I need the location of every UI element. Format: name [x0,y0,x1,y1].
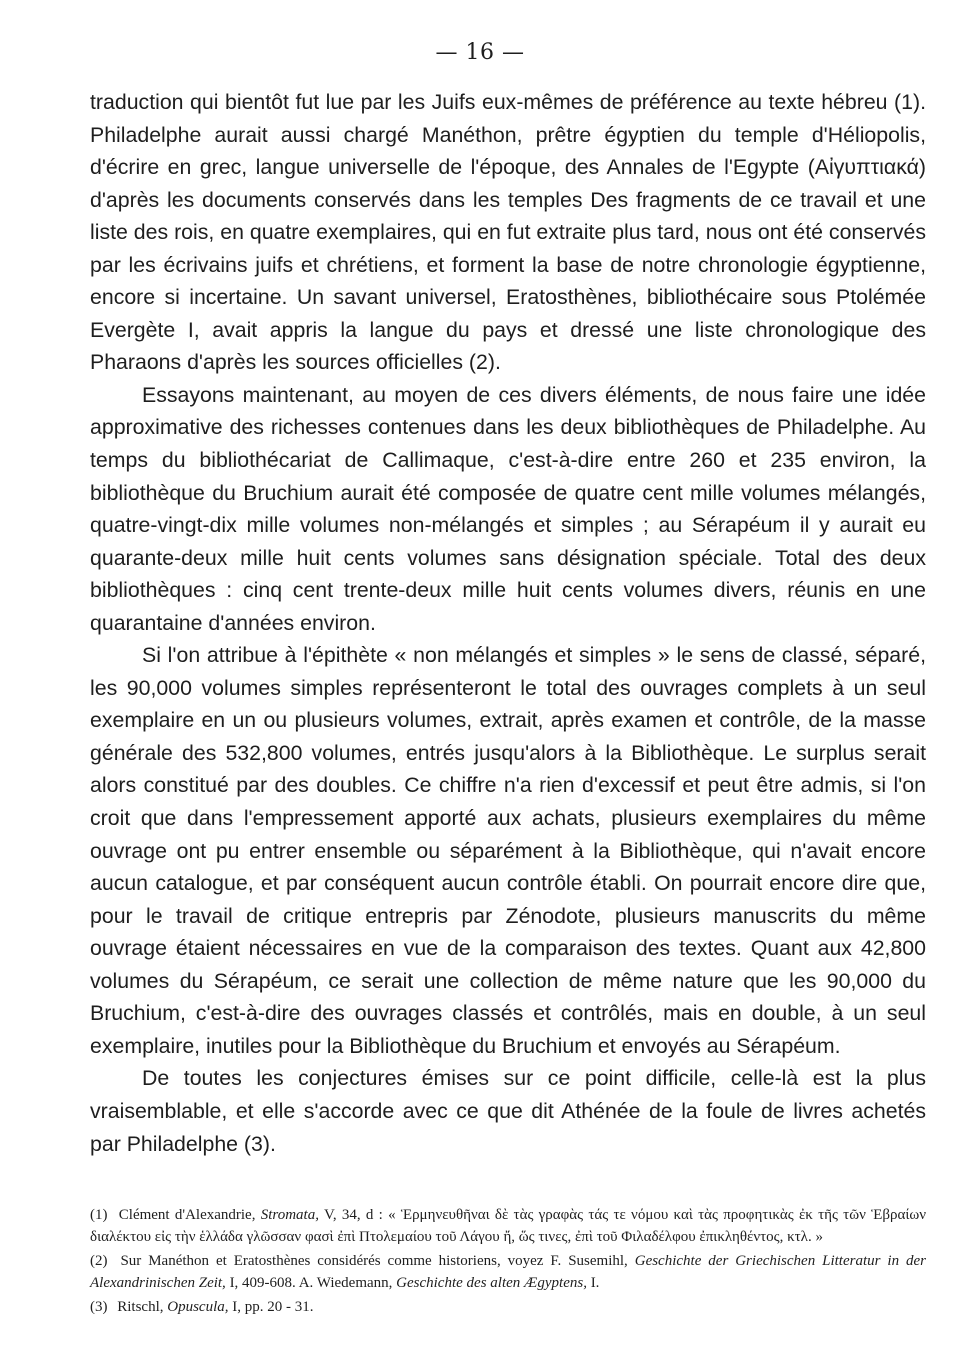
paragraph: Si l'on attribue à l'épithète « non mélangés et simples » le sens de classé, séparé, les 90,000 volumes simples représenteront le total des ouvrages complets à un seul exemplaire en un ou plusieurs volumes, extrait, après examen et contrôle, de la masse générale des 532,800 volumes, entrés jusqu'alors à la Bibliothèque. Le surplus serait alors constitué par des doubles. Ce chiffre n'a rien d'excessif et peut être admis, si l'on croit que dans l'empressement apporté aux achats, plusieurs exemplaires du même ouvrage ont pu entrer ensemble ou séparément à la Bibliothèque, qui n'avait encore aucun catalogue, et par conséquent aucun contrôle établi. On pourrait encore dire que, pour le travail de critique entrepris par Zénodote, plusieurs manuscrits du même ouvrage étaient nécessaires en vue de la comparaison des textes. Quant aux 42,800 volumes du Sérapéum, ce serait une collection de même nature que les 90,000 du Bruchium, c'est-à-dire des ouvrages classés et contrôlés, mais en double, à un seul exemplaire, inutiles pour la Bibliothèque du Bruchium et envoyés au Sérapéum. [90,643,926,1058]
footnote-text: V, 34, d : « Ἑρμηνευθῆναι δὲ τὰς γραφὰς τάς τε νόμου καὶ τὰς προφητικὰς ἐκ τῆς τῶν Ἑβραίων διαλέκτου εἰς τὴν ἑλλάδα γλῶσσαν φασὶ ἐπὶ Πτολεμαίου τοῦ Λάγου ἤ, ὥς τινες, ἐπὶ τοῦ Φιλαδέλφου ἐπικληθέντος, κτλ. » [90,1207,927,1245]
footnote-work: Geschichte des alten Ægyptens, [396,1275,587,1291]
footnote-work: Geschichte der Griechischen Litteratur in der Alexandrinischen Zeit, [90,1253,927,1291]
footnote-work: Opuscula, [167,1299,229,1315]
body-text [90,86,926,1160]
footnote-author: Sur Manéthon et Eratosthènes considérés comme historiens, voyez F. Susemihl, [120,1253,628,1269]
footnote-number: (1) [90,1207,108,1223]
paragraph: traduction qui bientôt fut lue par les Juifs eux-mêmes de préférence au texte hébreu (1). Philadelphe aurait aussi chargé Manéthon, prêtre égyptien du temple d'Héliopolis, d'écrire en grec, langue universelle de l'époque, des Annales de l'Egypte (Αἰγυπτιακά) d'après les documents conservés dans les temples Des fragments de ce travail et une liste des rois, en quatre exemplaires, qui en fut extraite plus tard, nous ont été conservés par les écrivains juifs et chrétiens, et forment la base de notre chronologie égyptienne, encore si incertaine. Un savant universel, Eratosthènes, bibliothécaire sous Ptolémée Evergète I, avait appris la langue du pays et dressé une liste chronologique des Pharaons d'après les sources officielles (2). [90,90,926,375]
footnote-work: Stromata, [260,1207,319,1223]
footnote-author: Ritschl, [117,1299,164,1315]
paragraph: De toutes les conjectures émises sur ce point difficile, celle-là est la plus vraisemblable, et elle s'accorde avec ce que dit Athénée de la foule de livres achetés par Philadelphe (3). [90,1066,926,1156]
footnote-text: I, pp. 20 - 31. [232,1299,314,1315]
footnote-text: I, 409-608. A. Wiedemann, [229,1275,393,1291]
footnote-number: (3) [90,1299,108,1315]
footnote-author: Clément d'Alexandrie, [118,1207,256,1223]
footnote-number: (2) [90,1253,108,1269]
footnote-text: I. [590,1275,600,1291]
paragraph: Essayons maintenant, au moyen de ces divers éléments, de nous faire une idée approximative des richesses contenues dans les deux bibliothèques de Philadelphe. Au temps du bibliothécariat de Callimaque, c'est-à-dire entre 260 et 235 environ, la bibliothèque du Bruchium aurait été composée de quatre cent mille volumes mélangés, quatre-vingt-dix mille volumes non-mélangés et simples ; au Sérapéum il y aurait eu quarante-deux mille huit cents volumes sans désignation spéciale. Total des deux bibliothèques : cinq cent trente-deux mille huit cents volumes divers, réunis en une quarantaine d'années environ. [90,382,926,635]
footnotes [90,1204,926,1320]
footnote-3 [90,1296,926,1318]
page-number: — 16 — [435,40,525,65]
footnote-1 [90,1204,926,1248]
footnote-2 [90,1250,926,1294]
